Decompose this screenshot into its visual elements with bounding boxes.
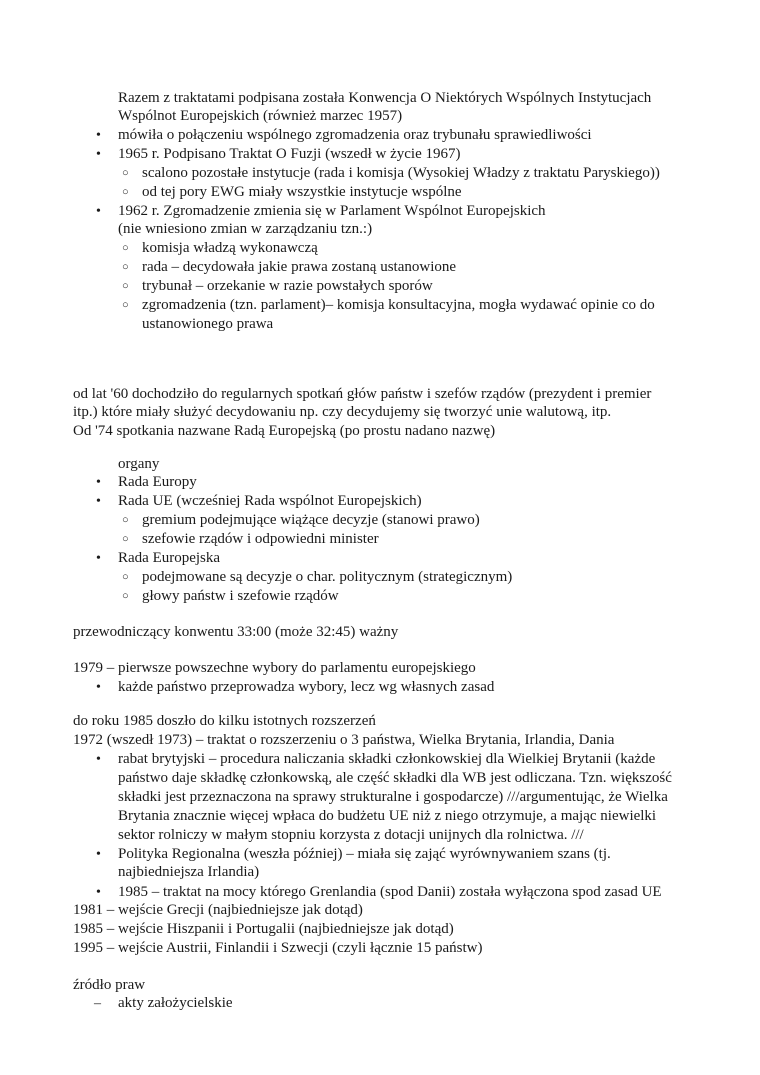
list-item: scalono pozostałe instytucje (rada i komisja (Wysokiej Władzy z traktatu Paryskiego)) [142,165,660,181]
circle-bullet-icon: ○ [122,571,129,583]
paragraph-line: źródło praw [73,977,146,993]
circle-bullet-icon: ○ [122,261,129,273]
list-item: Rada UE (wcześniej Rada wspólnot Europejskich) [118,493,422,509]
circle-bullet-icon: ○ [122,514,129,526]
paragraph-line: najbiedniejsza Irlandia) [118,864,260,880]
list-item: od tej pory EWG miały wszystkie instytucje wspólne [142,184,462,200]
paragraph-line: Brytania znacznie więcej wpłaca do budżetu UE niż z niego otrzymuje, a mając niewielki [118,808,657,824]
paragraph-line: ustanowionego prawa [142,316,274,332]
paragraph-line: organy [118,456,160,472]
list-item: głowy państw i szefowie rządów [142,588,339,604]
paragraph-line: sektor rolniczy w małym stopniu korzysta z dotacji unijnych dla rolnictwa. /// [118,827,584,843]
paragraph-line: Od '74 spotkania nazwane Radą Europejską (po prostu nadano nazwę) [73,423,496,439]
list-item: rada – decydowała jakie prawa zostaną ustanowione [142,259,457,275]
dash-bullet-icon: – [94,996,101,1011]
list-item: rabat brytyjski – procedura naliczania składki członkowskiej dla Wielkiej Brytanii (każde [118,751,656,767]
bullet-icon: • [96,475,101,490]
list-item: zgromadzenia (tzn. parlament)– komisja konsultacyjna, mogła wydawać opinie co do [142,297,655,313]
paragraph-line: od lat '60 dochodziło do regularnych spotkań głów państw i szefów rządów (prezydent i premier [73,386,652,402]
list-item: komisja władzą wykonawczą [142,240,318,256]
paragraph-line: 1981 – wejście Grecji (najbiedniejsze jak dotąd) [73,902,363,918]
circle-bullet-icon: ○ [122,280,129,292]
paragraph-line: 1972 (wszedł 1973) – traktat o rozszerzeniu o 3 państwa, Wielka Brytania, Irlandia, Dania [73,732,615,748]
list-item: mówiła o połączeniu wspólnego zgromadzenia oraz trybunału sprawiedliwości [118,127,592,143]
paragraph-line: państwo daje składkę członkowską, ale część składki dla WB jest odliczana. Tzn. większość [118,770,672,786]
circle-bullet-icon: ○ [122,186,129,198]
circle-bullet-icon: ○ [122,590,129,602]
paragraph-line: 1995 – wejście Austrii, Finlandii i Szwecji (czyli łącznie 15 państw) [73,940,483,956]
paragraph-line: przewodniczący konwentu 33:00 (może 32:45) ważny [73,624,399,640]
paragraph-line: Wspólnot Europejskich (również marzec 1957) [118,108,403,124]
list-item: gremium podejmujące wiążące decyzje (stanowi prawo) [142,512,480,528]
list-item: 1965 r. Podpisano Traktat O Fuzji (wszedł w życie 1967) [118,146,461,162]
list-item: każde państwo przeprowadza wybory, lecz wg własnych zasad [118,679,495,695]
circle-bullet-icon: ○ [122,242,129,254]
bullet-icon: • [96,847,101,862]
paragraph-line: (nie wniesiono zmian w zarządzaniu tzn.:) [118,221,373,237]
circle-bullet-icon: ○ [122,533,129,545]
list-item: akty założycielskie [118,995,233,1011]
paragraph-line: 1979 – pierwsze powszechne wybory do parlamentu europejskiego [73,660,476,676]
paragraph-line: Razem z traktatami podpisana została Konwencja O Niektórych Wspólnych Instytucjach [118,90,652,106]
bullet-icon: • [96,551,101,566]
list-item: Rada Europejska [118,550,221,566]
list-item: 1985 – traktat na mocy którego Grenlandia (spod Danii) została wyłączona spod zasad UE [118,884,662,900]
list-item: Polityka Regionalna (weszła później) – miała się zająć wyrównywaniem szans (tj. [118,846,611,862]
bullet-icon: • [96,494,101,509]
bullet-icon: • [96,885,101,900]
bullet-icon: • [96,752,101,767]
list-item: szefowie rządów i odpowiedni minister [142,531,379,547]
bullet-icon: • [96,204,101,219]
list-item: trybunał – orzekanie w razie powstałych sporów [142,278,433,294]
paragraph-line: 1985 – wejście Hiszpanii i Portugalii (najbiedniejsze jak dotąd) [73,921,454,937]
bullet-icon: • [96,147,101,162]
paragraph-line: składki jest przeznaczona na sprawy strukturalne i gospodarcze) ///argumentując, że Wielka [118,789,668,805]
circle-bullet-icon: ○ [122,167,129,179]
list-item: podejmowane są decyzje o char. politycznym (strategicznym) [142,569,513,585]
paragraph-line: itp.) które miały służyć decydowaniu np. czy decydujemy się tworzyć unie walutową, itp. [73,404,612,420]
list-item: Rada Europy [118,474,197,490]
circle-bullet-icon: ○ [122,299,129,311]
paragraph-line: do roku 1985 doszło do kilku istotnych rozszerzeń [73,713,376,729]
bullet-icon: • [96,680,101,695]
list-item: 1962 r. Zgromadzenie zmienia się w Parlament Wspólnot Europejskich [118,203,546,219]
bullet-icon: • [96,128,101,143]
